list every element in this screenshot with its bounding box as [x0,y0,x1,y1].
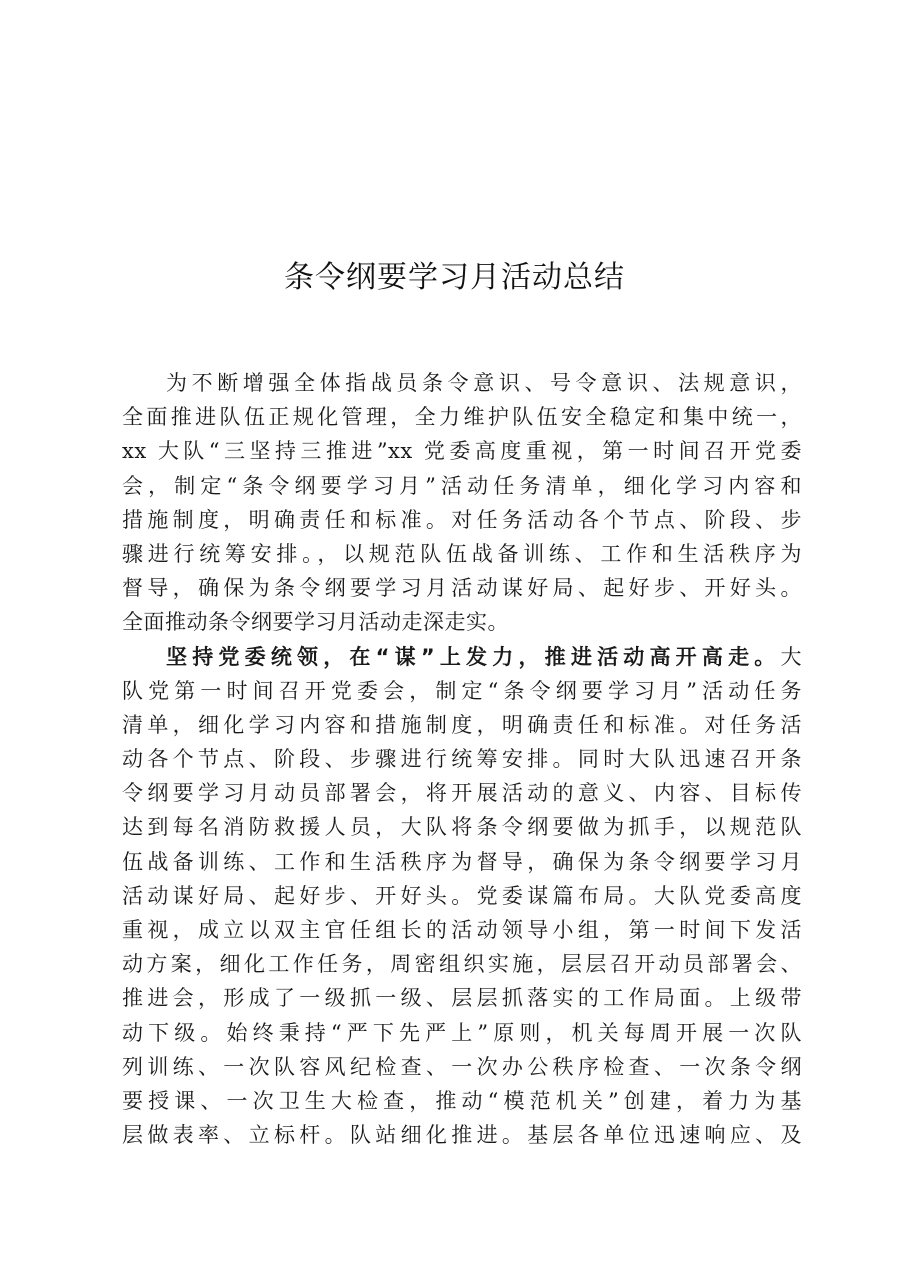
paragraph-2-line: 活动谋好局、起好步、开好头。党委谋篇布局。大队党委高度 [122,883,802,908]
paragraph-1-line: 督导，确保为条令纲要学习月活动谋好局、起好步、开好头。 [122,576,802,601]
paragraph-1-line: 措施制度，明确责任和标准。对任务活动各个节点、阶段、步 [122,507,802,532]
paragraph-2-heading: 坚持党委统领，在“谋”上发力，推进活动高开高走。 [166,644,781,669]
paragraph-1-line: 为不断增强全体指战员条令意识、号令意识、法规意识， [166,371,802,395]
paragraph-1-line: 全面推动条令纲要学习月活动走深走实。 [122,610,509,635]
paragraph-2-line: 动各个节点、阶段、步骤进行统筹安排。同时大队迅速召开条 [122,747,802,772]
paragraph-2-line: 队党第一时间召开党委会，制定“条令纲要学习月”活动任务 [122,678,802,703]
paragraph-2-line: 列训练、一次队容风纪检查、一次办公秩序检查、一次条令纲 [122,1054,802,1079]
paragraph-1-line: 全面推进队伍正规化管理，全力维护队伍安全稳定和集中统一， [122,405,802,430]
paragraph-2-line: 要授课、一次卫生大检查，推动“模范机关”创建，着力为基 [122,1088,802,1113]
paragraph-2-line: 层做表率、立标杆。队站细化推进。基层各单位迅速响应、及 [122,1123,802,1148]
document-body [122,366,802,1152]
paragraph-2-line: 动方案，细化工作任务，周密组织实施，层层召开动员部署会、 [122,952,802,977]
paragraph-2-first-line [122,640,802,674]
paragraph-2-line: 达到每名消防救援人员，大队将条令纲要做为抓手，以规范队 [122,815,802,840]
paragraph-1-line: 骤进行统筹安排。，以规范队伍战备训练、工作和生活秩序为 [122,541,802,566]
document-title: 条令纲要学习月活动总结 [284,260,625,295]
paragraph-2-first-rest: 大 [780,644,802,669]
paragraph-1-line: 会，制定“条令纲要学习月”活动任务清单，细化学习内容和 [122,473,802,498]
paragraph-2-line: 推进会，形成了一级抓一级、层层抓落实的工作局面。上级带 [122,986,802,1011]
paragraph-2-line: 清单，细化学习内容和措施制度，明确责任和标准。对任务活 [122,712,802,737]
paragraph-2-line: 重视，成立以双主官任组长的活动领导小组，第一时间下发活 [122,918,802,942]
paragraph-2-line: 令纲要学习月动员部署会，将开展活动的意义、内容、目标传 [122,781,802,806]
paragraph-1-line: xx 大队“三坚持三推进”xx 党委高度重视，第一时间召开党委 [122,439,802,464]
paragraph-2-line: 伍战备训练、工作和生活秩序为督导，确保为条令纲要学习月 [122,849,802,874]
paragraph-2-line: 动下级。始终秉持“严下先严上”原则，机关每周开展一次队 [122,1020,802,1045]
